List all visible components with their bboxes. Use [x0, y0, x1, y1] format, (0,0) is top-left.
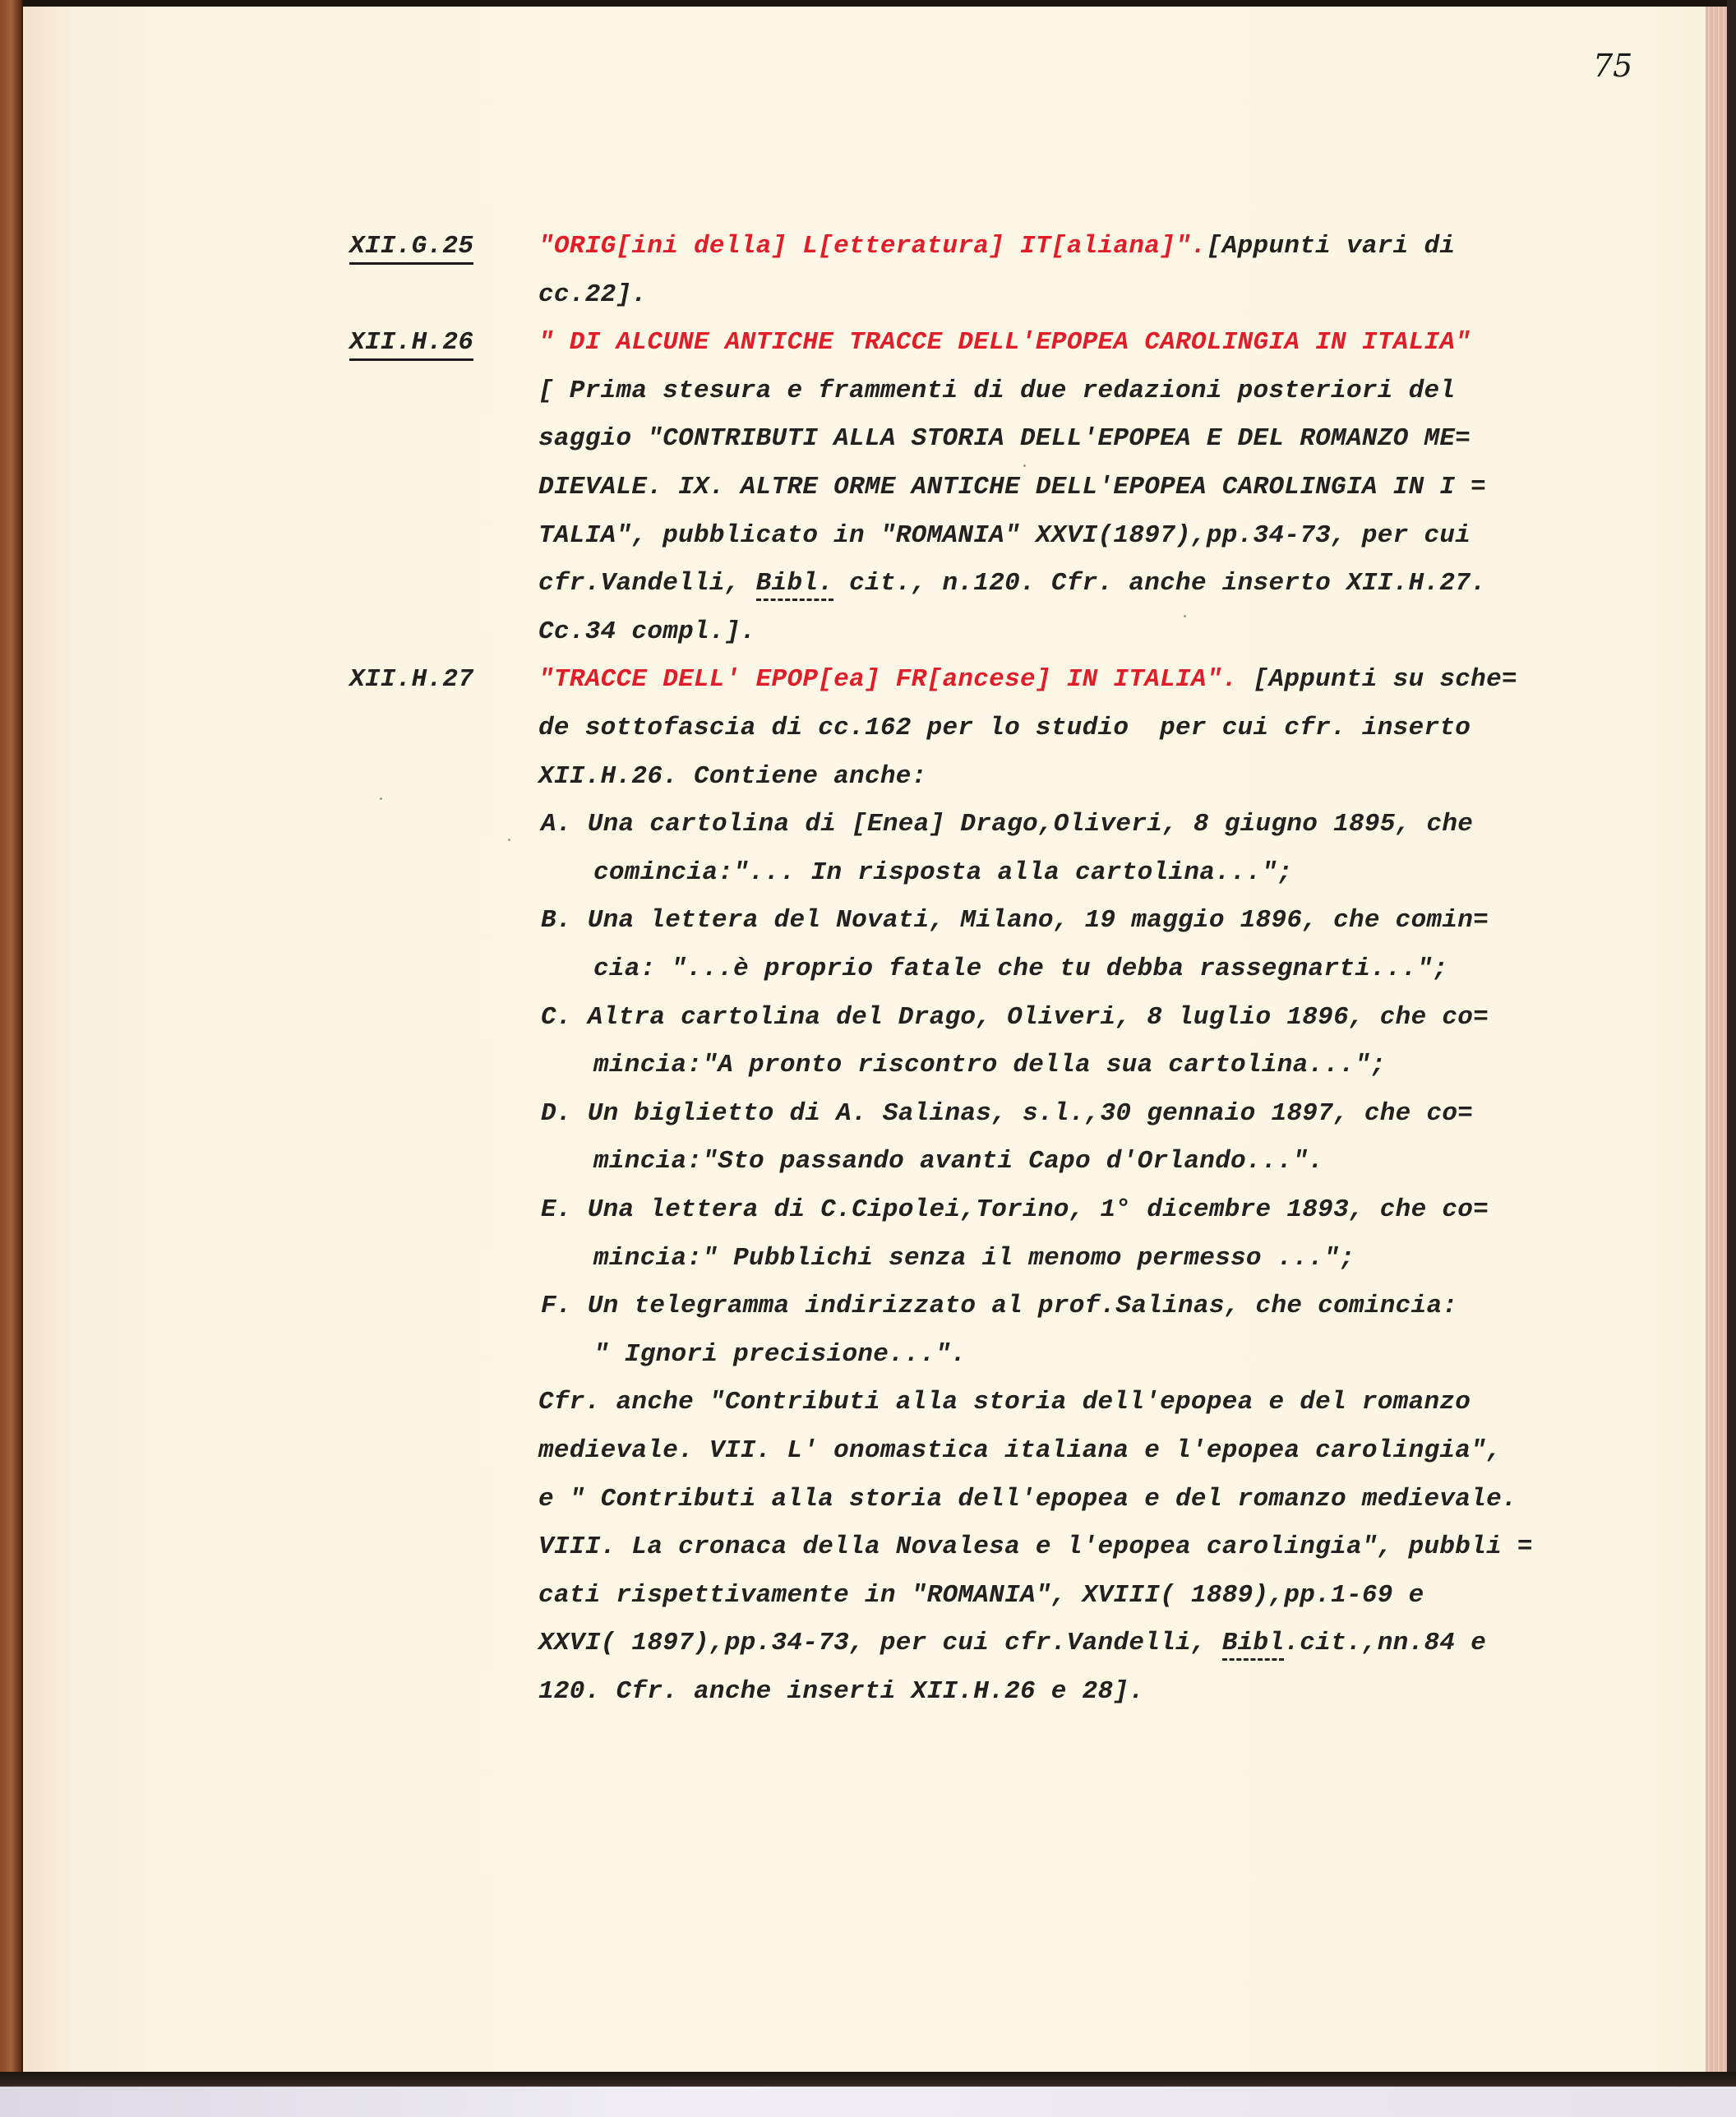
item-text: mincia:" Pubblichi senza il menomo permesso ...";	[593, 1243, 1355, 1273]
entry-line	[538, 569, 1486, 599]
scan-top-edge	[0, 0, 1736, 7]
item-letter: C.	[541, 1002, 588, 1032]
item-letter: E.	[541, 1195, 588, 1224]
enclosure-item-line	[593, 1340, 967, 1370]
text-segment: 120. Cfr. anche inserti XII.H.26 e 28].	[538, 1677, 1145, 1706]
item-text: Una lettera di C.Cipolei,Torino, 1° dicembre 1893, che co=	[587, 1195, 1489, 1224]
title-text: "TRACCE DELL' EPOP[ea] FR[ancese] IN ITALIA".	[538, 665, 1238, 695]
text-segment: DIEVALE. IX. ALTRE ORME ANTICHE DELL'EPOPEA CAROLINGIA IN I =	[538, 473, 1487, 502]
text-segment: [Appunti su sche=	[1237, 665, 1517, 695]
item-text: Un biglietto di A. Salinas, s.l.,30 gennaio 1897, che co=	[587, 1098, 1474, 1128]
closing-line	[538, 1677, 1144, 1707]
item-text: comincia:"... In risposta alla cartolina...";	[593, 857, 1293, 887]
enclosure-item-line	[541, 1099, 1473, 1129]
item-text: Altra cartolina del Drago, Oliveri, 8 luglio 1896, che co=	[587, 1002, 1489, 1032]
text-segment: e " Contributi alla storia dell'epopea e del romanzo medievale.	[538, 1484, 1517, 1514]
item-text: cia: "...è proprio fatale che tu debba rassegnarti...";	[593, 954, 1448, 983]
enclosure-item-line	[593, 1147, 1323, 1176]
entry-line	[538, 617, 756, 647]
text-segment: TALIA", pubblicato in "ROMANIA" XXVI(1897),pp.34-73, per cui	[538, 520, 1471, 550]
text-segment: [ Prima stesura e frammenti di due redazioni posteriori del	[538, 376, 1456, 405]
enclosure-item-line	[593, 858, 1293, 888]
enclosure-item-line	[541, 1195, 1489, 1225]
text-segment: XXVI( 1897),pp.34-73, per cui cfr.Vandelli,	[538, 1629, 1222, 1658]
enclosure-item-line	[541, 1292, 1457, 1321]
item-text: " Ignori precisione...".	[593, 1339, 967, 1369]
paper-speck	[1184, 615, 1186, 617]
entry-line	[538, 424, 1471, 454]
closing-line	[538, 1581, 1424, 1611]
scan-background	[0, 2087, 1736, 2117]
shelfmark-text: XII.G.25	[349, 232, 473, 265]
text-segment: .cit.,nn.84 e	[1284, 1629, 1487, 1658]
item-letter: F.	[541, 1292, 588, 1321]
underlined-abbreviation: Bibl.	[756, 569, 834, 601]
scan-right-border	[1727, 0, 1736, 2084]
text-segment: de sottofascia di cc.162 per lo studio per cui cfr. inserto	[538, 714, 1471, 742]
item-text: Un telegramma indirizzato al prof.Salinas, che comincia:	[587, 1292, 1458, 1321]
text-segment: Cc.34 compl.].	[538, 617, 756, 646]
closing-line	[538, 1485, 1517, 1514]
text-segment: VIII. La cronaca della Novalesa e l'epopea carolingia", pubbli =	[538, 1532, 1533, 1562]
entry-line	[538, 714, 1471, 743]
enclosure-item-line	[541, 1003, 1489, 1033]
paper-speck	[1023, 465, 1026, 467]
entry-line	[538, 377, 1455, 406]
text-segment: cit., n.120. Cfr. anche inserto XII.H.27.	[833, 569, 1487, 599]
text-segment: XII.H.26. Contiene anche:	[538, 761, 927, 791]
item-text: Una cartolina di [Enea] Drago,Oliveri, 8 giugno 1895, che	[587, 810, 1474, 839]
closing-line	[538, 1532, 1533, 1562]
text-segment: cc.22].	[538, 280, 648, 309]
text-segment: Cfr. anche "Contributi alla storia dell'epopea e del romanzo	[538, 1388, 1471, 1417]
underlined-abbreviation: Bibl	[1222, 1629, 1285, 1661]
enclosure-item-line	[541, 906, 1489, 936]
text-segment: cati rispettivamente in "ROMANIA", XVIII( 1889),pp.1-69 e	[538, 1580, 1424, 1610]
text-segment: medievale. VII. L' onomastica italiana e l'epopea carolingia",	[538, 1436, 1502, 1465]
page-edges	[1706, 7, 1727, 2074]
item-letter: D.	[541, 1098, 588, 1128]
entry-line	[538, 762, 927, 792]
shelfmark-label	[349, 328, 473, 358]
enclosure-item-line	[541, 810, 1473, 839]
closing-line	[538, 1436, 1502, 1466]
entry-line	[538, 280, 647, 310]
shelfmark-label	[349, 665, 473, 695]
item-letter: B.	[541, 906, 588, 936]
entry-line	[538, 328, 1471, 358]
binding-spine	[0, 0, 23, 2076]
closing-line	[538, 1388, 1471, 1417]
item-letter: A.	[541, 810, 588, 839]
item-text: mincia:"Sto passando avanti Capo d'Orlando...".	[593, 1147, 1324, 1176]
entry-line	[538, 665, 1517, 695]
paper-speck	[508, 839, 510, 841]
scan-bottom-border	[0, 2072, 1736, 2087]
entry-line	[538, 521, 1471, 551]
shelfmark-label	[349, 232, 473, 261]
title-text: " DI ALCUNE ANTICHE TRACCE DELL'EPOPEA CAROLINGIA IN ITALIA"	[538, 328, 1471, 358]
enclosure-item-line	[593, 1051, 1386, 1080]
enclosure-item-line	[593, 1244, 1355, 1273]
paper-page	[23, 7, 1708, 2072]
page-number: 75	[1593, 48, 1633, 84]
enclosure-item-line	[593, 954, 1448, 984]
text-segment: cfr.Vandelli,	[538, 569, 756, 599]
title-text: "ORIG[ini della] L[etteratura] IT[aliana]".	[538, 232, 1207, 261]
closing-line	[538, 1629, 1486, 1658]
entry-line	[538, 232, 1455, 261]
text-segment: [Appunti vari di	[1206, 232, 1456, 261]
entry-line	[538, 473, 1486, 502]
text-segment: saggio "CONTRIBUTI ALLA STORIA DELL'EPOPEA E DEL ROMANZO ME=	[538, 424, 1471, 454]
shelfmark-text: XII.H.26	[349, 328, 473, 361]
paper-speck	[380, 797, 382, 800]
item-text: mincia:"A pronto riscontro della sua cartolina...";	[593, 1051, 1387, 1080]
shelfmark-text: XII.H.27	[349, 665, 474, 695]
item-text: Una lettera del Novati, Milano, 19 maggio 1896, che comin=	[587, 906, 1489, 936]
